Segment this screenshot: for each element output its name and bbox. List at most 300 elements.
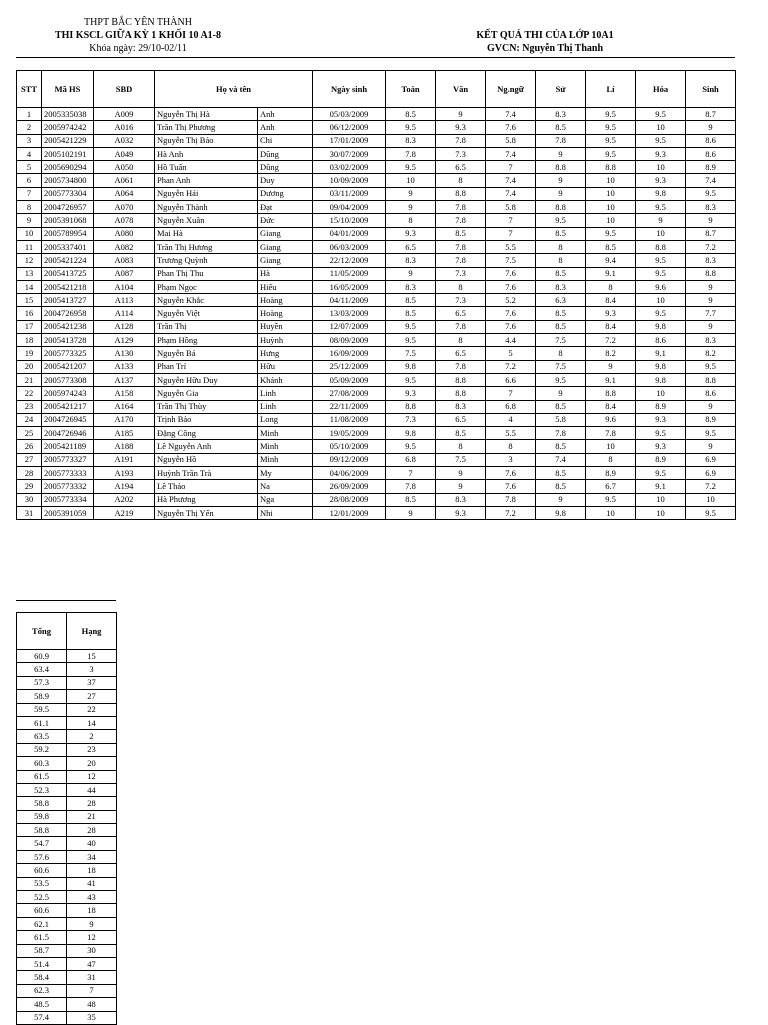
cell-history: 7.5 [536, 334, 586, 347]
cell-history: 7.8 [536, 427, 586, 440]
col-header-student-id: Mã HS [42, 71, 94, 108]
cell-stt: 5 [17, 161, 42, 174]
cell-stt: 30 [17, 493, 42, 506]
cell-student-id: 2004726958 [42, 307, 94, 320]
cell-chemistry: 9.5 [636, 427, 686, 440]
cell-last-middle-name: Trịnh Bảo [155, 413, 258, 426]
cell-math: 8.3 [386, 134, 436, 147]
cell-physics: 8 [586, 280, 636, 293]
table-row [17, 998, 117, 1011]
cell-stt: 23 [17, 400, 42, 413]
cell-physics: 10 [586, 214, 636, 227]
table-row [17, 770, 117, 783]
cell-language: 7.4 [486, 108, 536, 121]
cell-given-name: Đức [258, 214, 313, 227]
cell-history: 9 [536, 147, 586, 160]
cell-given-name: Minh [258, 440, 313, 453]
cell-chemistry: 9 [636, 214, 686, 227]
table-row [17, 984, 117, 997]
cell-history: 8.8 [536, 161, 586, 174]
cell-student-id: 2005773327 [42, 453, 94, 466]
table-row [17, 944, 117, 957]
cell-total: 58.8 [17, 797, 67, 810]
cell-chemistry: 9.5 [636, 467, 686, 480]
cell-given-name: Long [258, 413, 313, 426]
cell-physics: 9.6 [586, 413, 636, 426]
cell-physics: 10 [586, 174, 636, 187]
cell-sbd: A114 [94, 307, 155, 320]
cell-literature: 7.5 [436, 453, 486, 466]
cell-chemistry: 9.5 [636, 267, 686, 280]
cell-rank: 18 [67, 904, 117, 917]
cell-physics: 9.4 [586, 254, 636, 267]
totals-table-body [17, 650, 117, 1025]
cell-student-id: 2004726945 [42, 413, 94, 426]
cell-physics: 8.4 [586, 294, 636, 307]
cell-literature: 7.8 [436, 320, 486, 333]
table-row [17, 703, 117, 716]
cell-given-name: Dũng [258, 161, 313, 174]
cell-total: 61.5 [17, 770, 67, 783]
cell-sbd: A078 [94, 214, 155, 227]
cell-biology: 6.9 [686, 467, 736, 480]
cell-student-id: 2005421189 [42, 440, 94, 453]
cell-biology: 8.6 [686, 134, 736, 147]
cell-literature: 7.8 [436, 360, 486, 373]
cell-total: 58.7 [17, 944, 67, 957]
table-row [17, 280, 736, 293]
cell-total: 57.4 [17, 1011, 67, 1024]
cell-birth-date: 15/10/2009 [313, 214, 386, 227]
cell-literature: 8.5 [436, 427, 486, 440]
cell-rank: 12 [67, 770, 117, 783]
cell-history: 8.5 [536, 320, 586, 333]
cell-last-middle-name: Mai Hà [155, 227, 258, 240]
table-row [17, 387, 736, 400]
cell-literature: 9 [436, 480, 486, 493]
cell-sbd: A133 [94, 360, 155, 373]
cell-stt: 1 [17, 108, 42, 121]
table-row [17, 797, 117, 810]
cell-biology: 8.3 [686, 334, 736, 347]
table-row [17, 824, 117, 837]
cell-biology: 9.5 [686, 427, 736, 440]
cell-stt: 28 [17, 467, 42, 480]
cell-stt: 14 [17, 280, 42, 293]
cell-math: 9.5 [386, 334, 436, 347]
cell-math: 8.5 [386, 294, 436, 307]
cell-chemistry: 9.8 [636, 320, 686, 333]
homeroom-teacher: GVCN: Nguyễn Thị Thanh [486, 43, 604, 54]
cell-math: 9 [386, 187, 436, 200]
cell-physics: 7.2 [586, 334, 636, 347]
cell-stt: 9 [17, 214, 42, 227]
cell-given-name: Giang [258, 240, 313, 253]
cell-total: 51.4 [17, 957, 67, 970]
table-row [17, 360, 736, 373]
cell-stt: 29 [17, 480, 42, 493]
cell-sbd: A049 [94, 147, 155, 160]
cell-student-id: 2005421207 [42, 360, 94, 373]
school-header [20, 16, 256, 55]
cell-math: 9.5 [386, 373, 436, 386]
cell-language: 7.4 [486, 147, 536, 160]
table-row [17, 493, 736, 506]
cell-physics: 8.9 [586, 467, 636, 480]
cell-birth-date: 09/12/2009 [313, 453, 386, 466]
cell-biology: 8.7 [686, 108, 736, 121]
cell-student-id: 2005421224 [42, 254, 94, 267]
col-header-chemistry: Hóa [636, 71, 686, 108]
table-row [17, 267, 736, 280]
cell-stt: 6 [17, 174, 42, 187]
totals-table [16, 612, 117, 1025]
cell-birth-date: 11/05/2009 [313, 267, 386, 280]
cell-sbd: A064 [94, 187, 155, 200]
cell-language: 7.2 [486, 506, 536, 519]
cell-math: 9.8 [386, 360, 436, 373]
cell-physics: 10 [586, 187, 636, 200]
cell-physics: 9.5 [586, 121, 636, 134]
cell-sbd: A104 [94, 280, 155, 293]
cell-student-id: 2005789954 [42, 227, 94, 240]
cell-biology: 9.5 [686, 360, 736, 373]
cell-rank: 27 [67, 690, 117, 703]
col-header-full-name: Họ và tên [155, 71, 313, 108]
cell-history: 9.5 [536, 373, 586, 386]
cell-stt: 25 [17, 427, 42, 440]
table-row [17, 427, 736, 440]
cell-stt: 13 [17, 267, 42, 280]
cell-language: 7.6 [486, 121, 536, 134]
cell-chemistry: 10 [636, 387, 686, 400]
cell-biology: 8.6 [686, 387, 736, 400]
cell-math: 7.3 [386, 413, 436, 426]
table-row [17, 161, 736, 174]
table-row [17, 650, 117, 663]
cell-given-name: Na [258, 480, 313, 493]
cell-chemistry: 10 [636, 493, 686, 506]
cell-last-middle-name: Hồ Tuấn [155, 161, 258, 174]
cell-sbd: A032 [94, 134, 155, 147]
cell-rank: 18 [67, 864, 117, 877]
cell-last-middle-name: Nguyễn Gia [155, 387, 258, 400]
cell-rank: 2 [67, 730, 117, 743]
cell-last-middle-name: Trương Quỳnh [155, 254, 258, 267]
cell-biology: 9 [686, 294, 736, 307]
score-table [16, 70, 736, 520]
cell-literature: 9 [436, 467, 486, 480]
cell-language: 5.8 [486, 134, 536, 147]
cell-literature: 7.3 [436, 147, 486, 160]
col-header-biology: Sinh [686, 71, 736, 108]
table-row [17, 254, 736, 267]
table-row [17, 1011, 117, 1024]
cell-math: 6.8 [386, 453, 436, 466]
cell-last-middle-name: Nguyễn Hữu Duy [155, 373, 258, 386]
cell-last-middle-name: Lê Thảo [155, 480, 258, 493]
cell-math: 8.3 [386, 280, 436, 293]
cell-given-name: Hiếu [258, 280, 313, 293]
cell-last-middle-name: Trần Thị Thùy [155, 400, 258, 413]
cell-math: 8 [386, 214, 436, 227]
cell-chemistry: 8.6 [636, 334, 686, 347]
table-row [17, 174, 736, 187]
cell-birth-date: 27/08/2009 [313, 387, 386, 400]
table-row [17, 227, 736, 240]
cell-stt: 7 [17, 187, 42, 200]
cell-literature: 7.8 [436, 254, 486, 267]
cell-math: 7 [386, 467, 436, 480]
cell-rank: 44 [67, 783, 117, 796]
cell-history: 7.8 [536, 134, 586, 147]
cell-biology: 9 [686, 121, 736, 134]
cell-student-id: 2005391059 [42, 506, 94, 519]
cell-student-id: 2005773325 [42, 347, 94, 360]
cell-student-id: 2005421218 [42, 280, 94, 293]
cell-sbd: A202 [94, 493, 155, 506]
cell-rank: 30 [67, 944, 117, 957]
cell-birth-date: 12/07/2009 [313, 320, 386, 333]
cell-math: 9.5 [386, 121, 436, 134]
cell-history: 8.5 [536, 227, 586, 240]
table-row [17, 187, 736, 200]
cell-total: 58.4 [17, 971, 67, 984]
cell-physics: 9.5 [586, 493, 636, 506]
cell-total: 57.3 [17, 676, 67, 689]
cell-math: 6.5 [386, 240, 436, 253]
cell-literature: 8.3 [436, 493, 486, 506]
cell-sbd: A080 [94, 227, 155, 240]
cell-sbd: A191 [94, 453, 155, 466]
cell-biology: 9 [686, 214, 736, 227]
cell-chemistry: 8.8 [636, 240, 686, 253]
cell-sbd: A158 [94, 387, 155, 400]
cell-student-id: 2005974242 [42, 121, 94, 134]
cell-birth-date: 26/09/2009 [313, 480, 386, 493]
cell-history: 8.5 [536, 440, 586, 453]
cell-sbd: A082 [94, 240, 155, 253]
cell-given-name: Huỳnh [258, 334, 313, 347]
table-row [17, 400, 736, 413]
cell-student-id: 2004726946 [42, 427, 94, 440]
cell-chemistry: 9.5 [636, 254, 686, 267]
cell-total: 52.5 [17, 891, 67, 904]
cell-chemistry: 9.6 [636, 280, 686, 293]
cell-sbd: A193 [94, 467, 155, 480]
table-row [17, 917, 117, 930]
cell-literature: 8.3 [436, 400, 486, 413]
cell-sbd: A137 [94, 373, 155, 386]
cell-rank: 35 [67, 1011, 117, 1024]
cell-physics: 8.8 [586, 161, 636, 174]
cell-given-name: Giang [258, 254, 313, 267]
cell-literature: 7.8 [436, 134, 486, 147]
table-row [17, 240, 736, 253]
cell-math: 9.3 [386, 227, 436, 240]
cell-history: 8.5 [536, 480, 586, 493]
cell-chemistry: 9.5 [636, 134, 686, 147]
header-divider [16, 57, 735, 58]
cell-language: 3 [486, 453, 536, 466]
cell-stt: 17 [17, 320, 42, 333]
cell-total: 58.9 [17, 690, 67, 703]
cell-rank: 43 [67, 891, 117, 904]
cell-chemistry: 8.9 [636, 400, 686, 413]
table-row [17, 730, 117, 743]
cell-last-middle-name: Phan Anh [155, 174, 258, 187]
cell-biology: 9 [686, 320, 736, 333]
cell-literature: 8.8 [436, 187, 486, 200]
cell-total: 54.7 [17, 837, 67, 850]
cell-math: 9 [386, 267, 436, 280]
cell-last-middle-name: Phan Trí [155, 360, 258, 373]
col-header-physics: Lí [586, 71, 636, 108]
cell-last-middle-name: Nguyễn Thị Yến [155, 506, 258, 519]
cell-language: 4.4 [486, 334, 536, 347]
result-title: KẾT QUẢ THI CỦA LỚP 10A1 [476, 30, 614, 41]
col-header-literature: Văn [436, 71, 486, 108]
cell-birth-date: 30/07/2009 [313, 147, 386, 160]
cell-physics: 9.3 [586, 307, 636, 320]
cell-math: 8.3 [386, 254, 436, 267]
cell-birth-date: 11/08/2009 [313, 413, 386, 426]
cell-literature: 8 [436, 174, 486, 187]
table-row [17, 810, 117, 823]
cell-stt: 22 [17, 387, 42, 400]
col-header-math: Toán [386, 71, 436, 108]
cell-stt: 19 [17, 347, 42, 360]
table-row [17, 347, 736, 360]
cell-math: 9 [386, 506, 436, 519]
cell-last-middle-name: Phan Thị Thu [155, 267, 258, 280]
cell-given-name: Huyền [258, 320, 313, 333]
table-row [17, 413, 736, 426]
cell-language: 7.6 [486, 307, 536, 320]
cell-language: 4 [486, 413, 536, 426]
cell-history: 9.5 [536, 214, 586, 227]
cell-stt: 2 [17, 121, 42, 134]
table-row [17, 690, 117, 703]
cell-student-id: 2005102191 [42, 147, 94, 160]
cell-chemistry: 9.3 [636, 174, 686, 187]
cell-physics: 8.5 [586, 240, 636, 253]
cell-last-middle-name: Trần Thị [155, 320, 258, 333]
cell-literature: 8.8 [436, 373, 486, 386]
cell-total: 59.8 [17, 810, 67, 823]
cell-literature: 7.3 [436, 294, 486, 307]
cell-literature: 8 [436, 280, 486, 293]
cell-chemistry: 10 [636, 161, 686, 174]
cell-rank: 40 [67, 837, 117, 850]
cell-chemistry: 8.9 [636, 453, 686, 466]
cell-physics: 9.1 [586, 267, 636, 280]
cell-stt: 21 [17, 373, 42, 386]
col-header-birth-date: Ngày sinh [313, 71, 386, 108]
cell-chemistry: 9.5 [636, 201, 686, 214]
cell-chemistry: 10 [636, 506, 686, 519]
cell-language: 7 [486, 214, 536, 227]
cell-rank: 21 [67, 810, 117, 823]
cell-chemistry: 9.1 [636, 480, 686, 493]
cell-last-middle-name: Trần Thị Hương [155, 240, 258, 253]
cell-physics: 10 [586, 506, 636, 519]
cell-literature: 7.3 [436, 267, 486, 280]
cell-history: 8.5 [536, 467, 586, 480]
cell-physics: 8.2 [586, 347, 636, 360]
school-name: THPT BẮC YÊN THÀNH [84, 17, 192, 28]
table-row [17, 850, 117, 863]
cell-given-name: Linh [258, 387, 313, 400]
cell-student-id: 2005734800 [42, 174, 94, 187]
cell-literature: 8.8 [436, 387, 486, 400]
cell-total: 53.5 [17, 877, 67, 890]
cell-sbd: A083 [94, 254, 155, 267]
cell-student-id: 2005421238 [42, 320, 94, 333]
cell-language: 5.2 [486, 294, 536, 307]
cell-history: 8.3 [536, 108, 586, 121]
cell-stt: 15 [17, 294, 42, 307]
cell-stt: 8 [17, 201, 42, 214]
cell-biology: 9.5 [686, 506, 736, 519]
cell-chemistry: 9.3 [636, 147, 686, 160]
cell-math: 9 [386, 201, 436, 214]
cell-biology: 8.8 [686, 267, 736, 280]
cell-stt: 26 [17, 440, 42, 453]
cell-physics: 10 [586, 201, 636, 214]
cell-rank: 12 [67, 931, 117, 944]
cell-chemistry: 9.8 [636, 373, 686, 386]
table-row [17, 134, 736, 147]
table-row [17, 931, 117, 944]
cell-literature: 7.8 [436, 240, 486, 253]
table-row [17, 877, 117, 890]
cell-biology: 7.2 [686, 480, 736, 493]
cell-student-id: 2004726957 [42, 201, 94, 214]
cell-rank: 22 [67, 703, 117, 716]
cell-last-middle-name: Hà Anh [155, 147, 258, 160]
cell-biology: 9 [686, 280, 736, 293]
cell-given-name: Hoàng [258, 294, 313, 307]
table-row [17, 467, 736, 480]
table-row [17, 957, 117, 970]
course-date: Khóa ngày: 29/10-02/11 [89, 43, 187, 54]
table-row [17, 453, 736, 466]
cell-literature: 6.5 [436, 307, 486, 320]
cell-biology: 7.7 [686, 307, 736, 320]
cell-biology: 6.9 [686, 453, 736, 466]
cell-last-middle-name: Đặng Công [155, 427, 258, 440]
cell-language: 7 [486, 227, 536, 240]
cell-math: 8.8 [386, 400, 436, 413]
cell-birth-date: 06/03/2009 [313, 240, 386, 253]
cell-birth-date: 03/11/2009 [313, 187, 386, 200]
table-row [17, 743, 117, 756]
cell-language: 7 [486, 161, 536, 174]
cell-given-name: My [258, 467, 313, 480]
cell-sbd: A130 [94, 347, 155, 360]
cell-chemistry: 10 [636, 294, 686, 307]
cell-sbd: A009 [94, 108, 155, 121]
cell-birth-date: 13/03/2009 [313, 307, 386, 320]
cell-language: 7.4 [486, 187, 536, 200]
cell-physics: 8 [586, 453, 636, 466]
cell-math: 9.5 [386, 320, 436, 333]
cell-last-middle-name: Nguyễn Hồ [155, 453, 258, 466]
cell-math: 9.3 [386, 387, 436, 400]
cell-physics: 9.5 [586, 147, 636, 160]
cell-student-id: 2005413725 [42, 267, 94, 280]
